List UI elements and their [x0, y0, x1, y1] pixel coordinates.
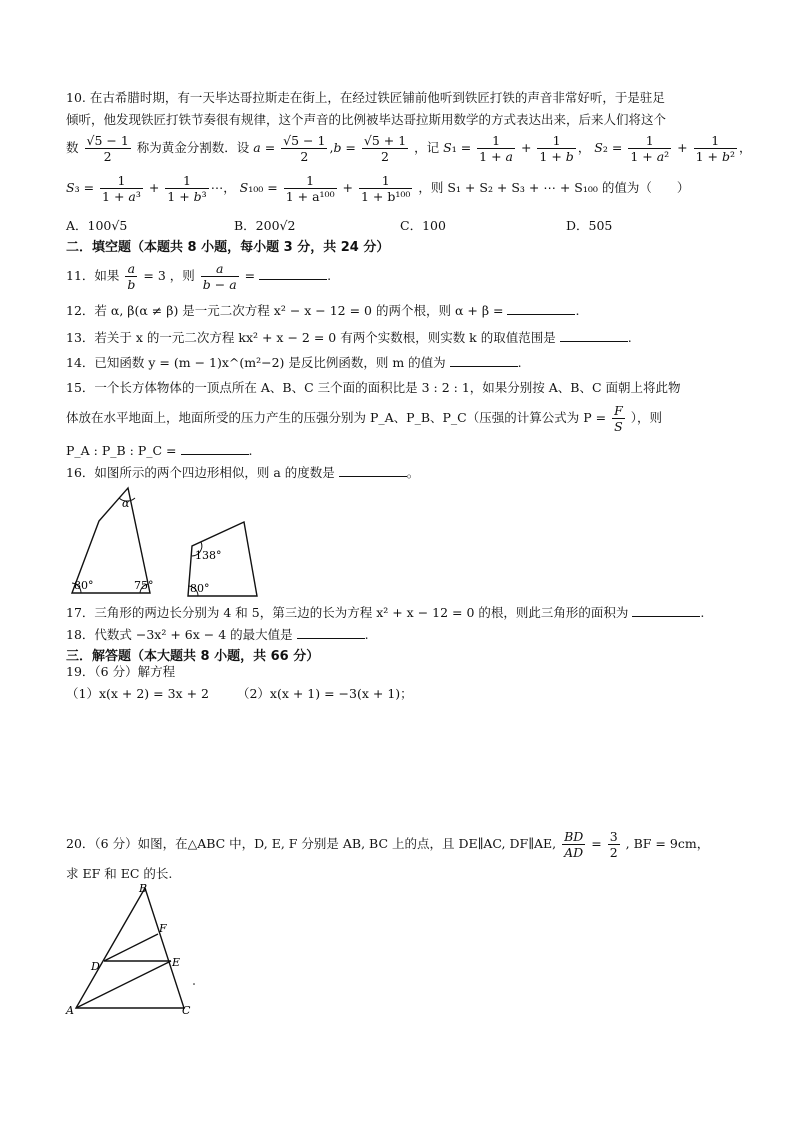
q14: 14．已知函数 y = (m − 1)x^(m²−2) 是反比例函数，则 m 的值为 . — [66, 355, 522, 370]
q14-text: 14．已知函数 y = (m − 1)x^(m²−2) 是反比例函数，则 m 的值为 — [66, 355, 446, 370]
q10-line2: 倾听，他发现铁匠打铁节奏很有规律，这个声音的比例被毕达哥拉斯用数学的方式表达出来，后来人们将这个 — [66, 112, 667, 127]
q18-answer-blank[interactable] — [297, 626, 365, 639]
similar-quadrilaterals-figure — [62, 484, 272, 600]
q10-line4-tail: ，则 S₁ + S₂ + S₃ + ⋯ + S₁₀₀ 的值为（ ） — [418, 180, 690, 195]
stray-dot — [193, 983, 195, 985]
q11-mid: ，则 — [169, 268, 195, 283]
q10-line1: 10. 在古希腊时期，有一天毕达哥拉斯走在街上，在经过铁匠铺前他听到铁匠打铁的声音非常好听，于是驻足 — [66, 90, 665, 105]
q19-part2: （2）x(x + 1) = −3(x + 1)； — [236, 686, 413, 701]
q12: 12．若 α, β(α ≠ β) 是一元二次方程 x² − x − 12 = 0 的两个根，则 α + β = . — [66, 303, 580, 318]
q16-text: 16．如图所示的两个四边形相似，则 a 的度数是 — [66, 465, 335, 480]
q15-line2-b: ），则 — [630, 410, 662, 425]
q10-line3-note: ，记 — [414, 140, 440, 155]
q14-answer-blank[interactable] — [450, 354, 518, 367]
angle-alpha-label: α — [122, 497, 130, 510]
q15-line2 — [66, 398, 662, 438]
section-2-title: 二．填空题（本题共 8 小题，每小题 3 分，共 24 分） — [66, 240, 390, 255]
q16: 16．如图所示的两个四边形相似，则 a 的度数是 。 — [66, 465, 420, 480]
angle-80-large-label: 80° — [74, 579, 94, 592]
q15-answer-blank[interactable] — [181, 442, 249, 455]
q17-answer-blank[interactable] — [632, 604, 700, 617]
q10-line4: S₃ = $\frac{1}{\text{1 + a³}}$ + $\frac{1}{\text{1 + b³}}$ ⋯， S₁₀₀ = $\frac{1}{\text{1 + a¹⁰⁰}}$ + $\frac{1}{\text{1 + b¹⁰⁰}}$ ，则 S₁ + S₂ + S₃ + ⋯ + S₁₀₀ 的值为（ ） — [66, 173, 690, 204]
q15-line2-a: 体放在水平地面上，地面所受的压力产生的压强分别为 P_A、P_B、P_C（压强的计算公式为 P = — [66, 410, 607, 425]
angle-75-label: 75° — [134, 579, 154, 592]
segment-df — [104, 934, 158, 961]
q10-line3-prefix: 数 — [66, 140, 79, 155]
q10-line3: 数 $\frac{√5 - 1}{2}$ 称为黄金分割数．设 a = $\frac{√5 - 1}{2}$ ,b = $\frac{√5 + 1}{2}$ ，记 S₁ = $\frac{1}{1 + a}$ + $\frac{1}{1 + b}$ ， S₂ = $\frac{1}{\text{1 + a²}}$ + $\frac{1}{\text{1 + b²}}$ ， — [66, 133, 752, 164]
q10-option-a: A．100√5 — [66, 218, 128, 233]
q19-title: 19．（6 分）解方程 — [66, 664, 176, 679]
golden-ratio-fraction: $\frac{√5 - 1}{2}$ — [86, 133, 129, 164]
q17: 17．三角形的两边长分别为 4 和 5，第三边的长为方程 x² + x − 12 = 0 的根，则此三角形的面积为 . — [66, 605, 705, 620]
q10-option-d: D．505 — [566, 218, 613, 233]
q19-part1: （1）x(x + 2) = 3x + 2 — [66, 686, 209, 701]
point-d-label: D — [91, 960, 100, 973]
q15-line3-text: P_A : P_B : P_C = — [66, 443, 177, 458]
angle-80-small-label: 80° — [190, 582, 210, 595]
pressure-formula: $\frac{F}{S}$ — [614, 403, 623, 434]
q12-answer-blank[interactable] — [507, 302, 575, 315]
q18-text: 18．代数式 −3x² + 6x − 4 的最大值是 — [66, 627, 293, 642]
quadrilateral-large — [72, 488, 150, 593]
q13-text: 13．若关于 x 的一元二次方程 kx² + x − 2 = 0 有两个实数根，则实数 k 的取值范围是 — [66, 330, 556, 345]
section-3-title: 三．解答题（本大题共 8 小题，共 66 分） — [66, 649, 320, 664]
angle-138-label: 138° — [195, 549, 222, 562]
q10-option-c: C．100 — [400, 218, 446, 233]
q18: 18．代数式 −3x² + 6x − 4 的最大值是 . — [66, 627, 369, 642]
q15-line1: 15．一个长方体物体的一顶点所在 A、B、C 三个面的面积比是 3 : 2 : 1，如果分别按 A、B、C 面朝上将此物 — [66, 380, 681, 395]
q17-text: 17．三角形的两边长分别为 4 和 5，第三边的长为方程 x² + x − 12 = 0 的根，则此三角形的面积为 — [66, 605, 629, 620]
q20-line2: 求 EF 和 EC 的长. — [66, 866, 173, 881]
q11-prefix: 11．如果 — [66, 268, 120, 283]
q20-line1-b: , BF = 9cm， — [625, 836, 710, 851]
q13-answer-blank[interactable] — [560, 329, 628, 342]
q19-parts — [66, 686, 413, 702]
point-a-label: A — [66, 1004, 74, 1017]
bd-ad-fraction: $\frac{BD}{AD}$ — [564, 829, 584, 860]
q20-line1-a: 20．（6 分）如图，在△ABC 中，D, E, F 分别是 AB, BC 上的点，且 DE∥AC, DF∥AE, — [66, 836, 557, 851]
q16-answer-blank[interactable] — [339, 464, 407, 477]
q10-option-b: B．200√2 — [234, 218, 296, 233]
point-b-label: B — [139, 882, 148, 895]
point-c-label: C — [182, 1004, 191, 1017]
q11: 11．如果 $\frac{a}{b}$ = 3 ，则 $\frac{a}{b - a}$ = . — [66, 261, 332, 292]
q15-line3: P_A : P_B : P_C = . — [66, 443, 253, 458]
point-e-label: E — [172, 956, 181, 969]
three-halves-fraction: $\frac{3}{2}$ — [609, 829, 618, 860]
q12-text: 12．若 α, β(α ≠ β) 是一元二次方程 x² − x − 12 = 0 的两个根，则 α + β = — [66, 303, 504, 318]
q10-line3-mid: 称为黄金分割数．设 — [136, 140, 250, 155]
triangle-abc-figure — [60, 882, 210, 1018]
q11-answer-blank[interactable] — [259, 267, 327, 280]
q20-line1: 20．（6 分）如图，在△ABC 中，D, E, F 分别是 AB, BC 上的点，且 DE∥AC, DF∥AE, $\frac{BD}{AD}$ = $\frac{3}{2}$ , BF = 9cm， — [66, 829, 710, 860]
q13: 13．若关于 x 的一元二次方程 kx² + x − 2 = 0 有两个实数根，则实数 k 的取值范围是 . — [66, 330, 632, 345]
point-f-label: F — [159, 922, 167, 935]
